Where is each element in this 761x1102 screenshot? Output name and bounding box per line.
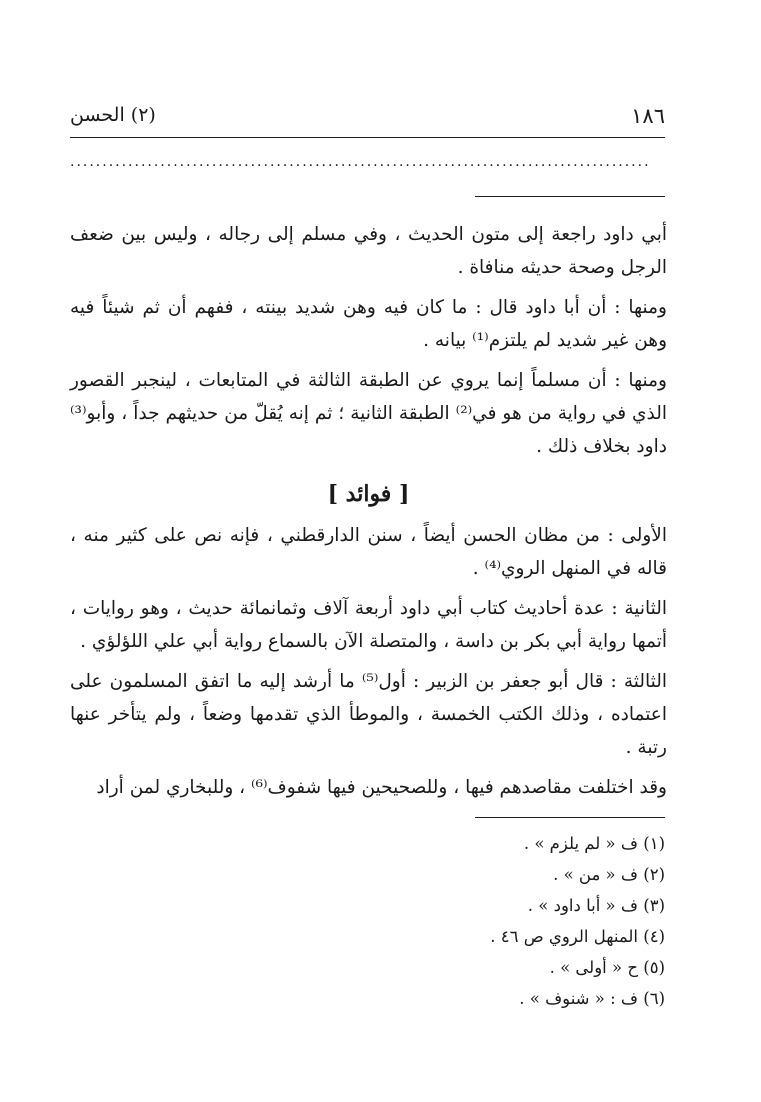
footnotes	[200, 828, 665, 1014]
paragraph: الثانية : عدة أحاديث كتاب أبي داود أربعة آلاف وثمانمائة حديث ، وهو روايات ، أتمها رواية أبي بكر بن داسة ، والمتصلة الآن بالسماع رواية أبي علي اللؤلؤي .	[70, 598, 667, 652]
page-header	[70, 104, 665, 132]
page-number: ١٨٦	[631, 104, 665, 128]
footnote-rule	[475, 817, 665, 818]
main-text	[70, 218, 667, 811]
running-title: (٢) الحسن	[70, 104, 156, 126]
separator-rule	[475, 196, 665, 197]
footnote: (١) ف « لم يلزم » .	[523, 834, 665, 853]
header-rule	[70, 137, 665, 138]
paragraph: ومنها : أن أبا داود قال : ما كان فيه وهن شديد بينته ، ففهم أن ثم شيئاً فيه وهن غير شديد لم يلتزم⁽¹⁾ بيانه .	[70, 297, 667, 351]
footnote: (٥) ح « أولى » .	[549, 958, 665, 977]
paragraph: أبي داود راجعة إلى متون الحديث ، وفي مسلم إلى رجاله ، وليس بين ضعف الرجل وصحة حديثه منافاة .	[70, 224, 667, 278]
footnote: (٦) ف : « شنوف » .	[519, 989, 665, 1008]
footnote: (٢) ف « من » .	[553, 865, 665, 884]
paragraph: ومنها : أن مسلماً إنما يروي عن الطبقة الثالثة في المتابعات ، لينجبر القصور الذي في رواية من هو في⁽²⁾ الطبقة الثانية ؛ ثم إنه يُقلّ من حديثهم جداً ، وأبو⁽³⁾ داود بخلاف ذلك .	[70, 370, 668, 457]
section-heading: [ فوائد ]	[327, 481, 410, 507]
omission-dots: ..........................................................................................	[70, 154, 651, 170]
paragraph: الثالثة : قال أبو جعفر بن الزبير : أول⁽⁵⁾ ما أرشد إليه ما اتفق المسلمون على اعتماده ، وذلك الكتب الخمسة ، والموطأ الذي تقدمها وضعاً ، ولم يتأخر عنها رتبة .	[70, 671, 667, 758]
paragraph: الأولى : من مظان الحسن أيضاً ، سنن الدارقطني ، فإنه نص على كثير منه ، قاله في المنهل الروي⁽⁴⁾ .	[70, 525, 667, 579]
paragraph: وقد اختلفت مقاصدهم فيها ، وللصحيحين فيها شفوف⁽⁶⁾ ، وللبخاري لمن أراد	[96, 777, 667, 798]
footnote: (٣) ف « أبا داود » .	[527, 896, 665, 915]
footnote: (٤) المنهل الروي ص ٤٦ .	[490, 927, 665, 946]
